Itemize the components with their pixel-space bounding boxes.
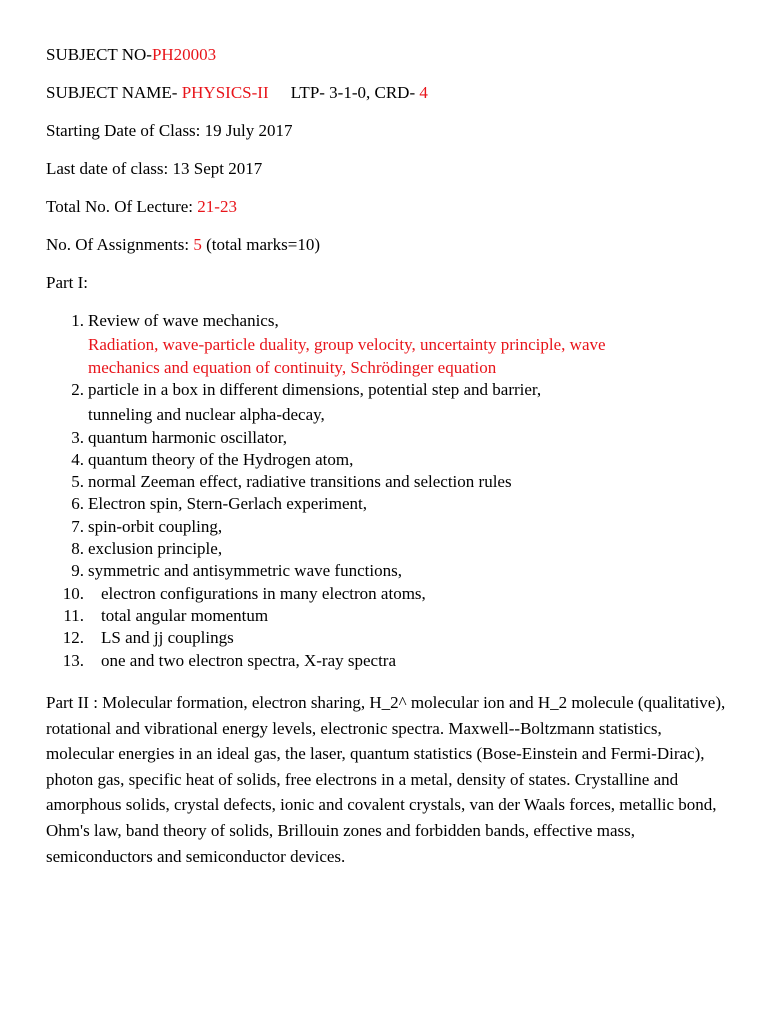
list-item	[46, 516, 606, 538]
item-text: total angular momentum	[101, 605, 269, 625]
item-text: Electron spin, Stern-Gerlach experiment,	[88, 494, 367, 514]
item-text: symmetric and antisymmetric wave functions,	[88, 561, 402, 581]
part1-heading: Part I:	[46, 273, 89, 292]
subject-name-value: PHYSICS-II	[181, 83, 269, 102]
list-item	[46, 583, 606, 605]
item-number: 5.	[71, 472, 84, 492]
subject-no-line	[46, 44, 216, 66]
list-item	[46, 650, 606, 672]
item-number: 4.	[71, 449, 84, 469]
lectures-value: 21-23	[197, 197, 237, 216]
item-number: 12.	[62, 628, 84, 648]
list-item	[46, 627, 606, 649]
subject-no-label: SUBJECT NO-	[46, 45, 152, 64]
item-subtopics-line2: mechanics and equation of continuity, Schrödinger equation	[88, 358, 497, 378]
item-number: 1.	[71, 311, 84, 330]
start-date: Starting Date of Class: 19 July 2017	[46, 121, 293, 140]
list-item	[46, 449, 606, 471]
item-number: 7.	[71, 516, 84, 536]
item-number: 8.	[71, 539, 84, 559]
lectures-label: Total No. Of Lecture:	[46, 197, 198, 216]
subject-name-line	[46, 82, 428, 104]
subject-name-label: SUBJECT NAME-	[46, 83, 182, 102]
item-number: 9.	[71, 561, 84, 581]
item-number: 2.	[71, 380, 84, 400]
item-subtopics-line1: Radiation, wave-particle duality, group velocity, uncertainty principle, wave	[88, 335, 606, 355]
assignments-note: (total marks=10)	[201, 235, 321, 254]
item-text: Review of wave mechanics,	[88, 311, 279, 330]
assignments-value: 5	[193, 235, 202, 254]
list-item	[46, 427, 606, 449]
credit-value: 4	[419, 83, 428, 102]
list-item	[46, 310, 606, 378]
item-number: 13.	[62, 650, 84, 670]
subject-no-value: PH20003	[151, 45, 217, 64]
item-text: quantum theory of the Hydrogen atom,	[88, 449, 354, 469]
list-item	[46, 538, 606, 560]
list-item	[46, 471, 606, 493]
topic-list	[46, 310, 606, 672]
item-number: 10.	[62, 583, 84, 603]
last-date: Last date of class: 13 Sept 2017	[46, 159, 263, 178]
item-number: 11.	[63, 605, 84, 625]
item-text: one and two electron spectra, X-ray spectra	[101, 650, 397, 670]
item-text: quantum harmonic oscillator,	[88, 427, 288, 447]
ltp-label: LTP- 3-1-0, CRD-	[290, 83, 420, 102]
list-item	[46, 379, 606, 426]
item-text-line2: tunneling and nuclear alpha-decay,	[88, 404, 325, 424]
item-text: exclusion principle,	[88, 539, 223, 559]
item-number: 6.	[71, 494, 84, 514]
item-text: electron configurations in many electron atoms,	[101, 583, 426, 603]
item-text: LS and jj couplings	[101, 628, 234, 648]
list-item	[46, 605, 606, 627]
item-number: 3.	[71, 427, 84, 447]
assignments-label: No. Of Assignments:	[46, 235, 194, 254]
lectures-line	[46, 196, 237, 218]
item-text: spin-orbit coupling,	[88, 516, 223, 536]
part2-paragraph: Part II : Molecular formation, electron sharing, H_2^ molecular ion and H_2 molecule (qualitative), rotational and vibrational energy levels, electronic spectra. Maxwell--Boltzmann statistics, molecular energies in an ideal gas, the laser, quantum statistics (Bose-Einstein and Fermi-Dirac), photon gas, specific heat of solids, free electrons in a metal, density of states. Crystalline and amorphous solids, crystal defects, ionic and covalent crystals, van der Waals forces, metallic bond, Ohm's law, band theory of solids, Brillouin zones and forbidden bands, effective mass, semiconductors and semiconductor devices.	[46, 693, 726, 866]
list-item	[46, 493, 606, 515]
item-text: particle in a box in different dimensions, potential step and barrier,	[88, 380, 542, 400]
assignments-line	[46, 234, 320, 256]
list-item	[46, 560, 606, 582]
item-text: normal Zeeman effect, radiative transitions and selection rules	[88, 472, 512, 492]
